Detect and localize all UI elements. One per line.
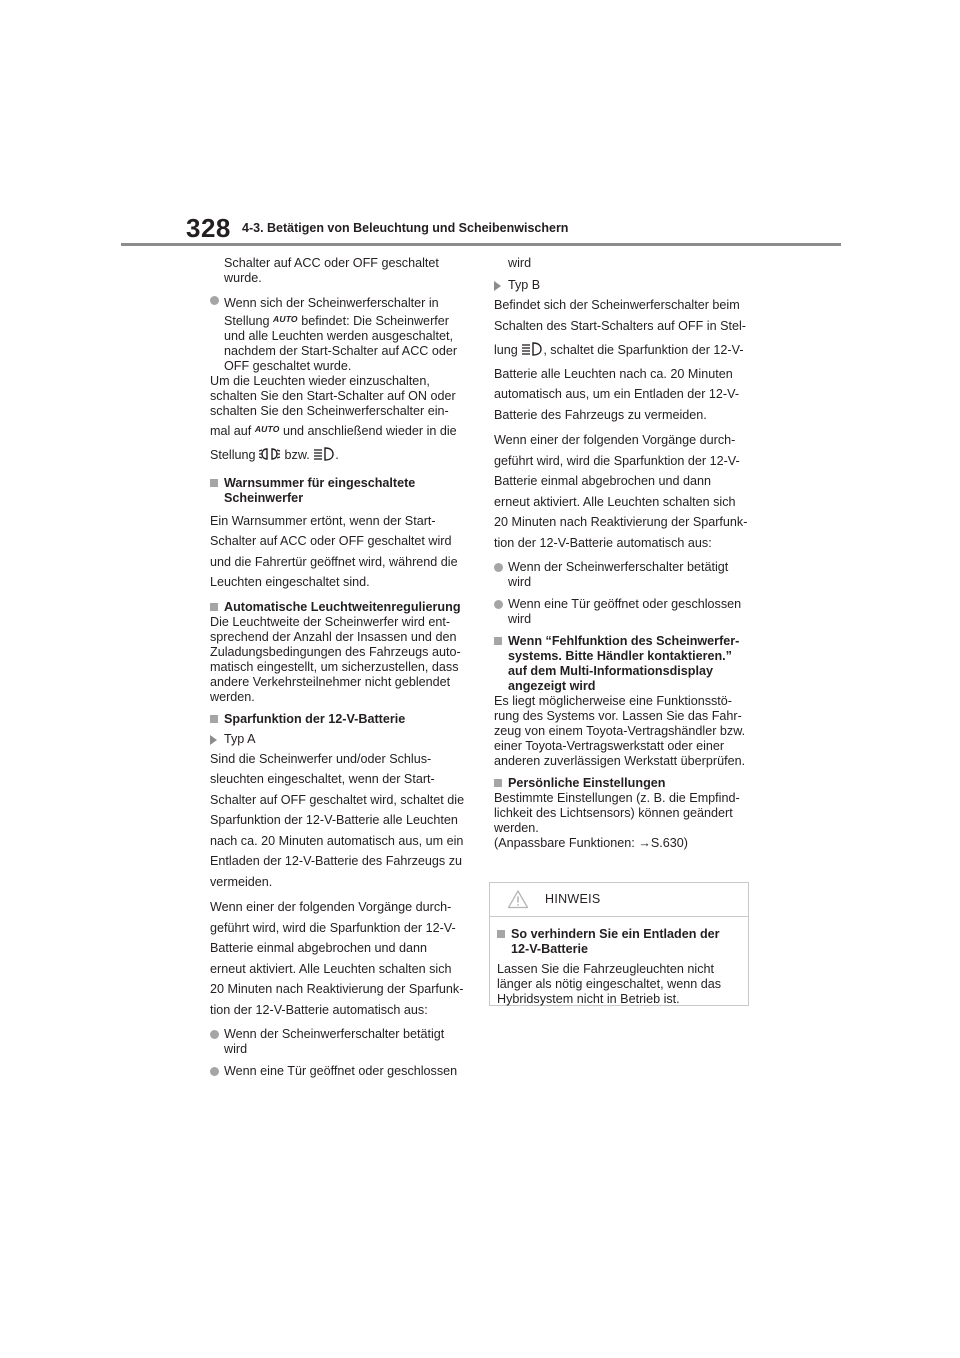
auto-leveling-heading: Automatische Leuchtweitenregulierung bbox=[210, 600, 466, 615]
right-column: wird Typ B Befindet sich der Scheinwerferschalter beim Schalten des Start-Schalters auf OFF in Stel- lung , schaltet die Sparfunktion der 12-V- Batterie alle Leuchten nach ca. 20 Minuten automatisch aus, um ein Entladen der 12-V-Batterie des Fahrzeugs zu vermeiden. Wenn einer der folgenden Vorgänge durch-geführt wird, wird die Sparfunktion der 12-V-Batterie einmal abgebrochen und dann erneut aktiviert. Alle Leuchten schalten sich 20 Minuten nach Reaktivierung der Sparfunk-tion der 12-V-Batterie automatisch aus: Wenn der Scheinwerferschalter betätigt wird Wenn eine Tür geöffnet oder geschlossen wird Wenn “Fehlfunktion des Scheinwerfer-systems. Bitte Händler kontaktieren.” auf dem Multi-Informationsdisplay angezeigt wird Es liegt möglicherweise eine Funktionsstö-rung des Systems vor. Lassen Sie das Fahr-zeug von einem Toyota-Vertragshändler bzw. einer Toyota-Vertragswerkstatt oder einer anderen zuverlässigen Werkstatt überprüfen. Persönliche Einstellungen Bestimmte Einstellungen (z. B. die Empfind-lichkeit des Lichtsensors) können geändert werden. (Anpassbare Funktionen: →S.630) bbox=[494, 256, 750, 851]
left-column: Schalter auf ACC oder OFF geschaltet wurde. Wenn sich der Scheinwerferschalter in Stellung AUTO befindet: Die Scheinwerfer und alle Leuchten werden ausgeschaltet, nachdem der Start-Schalter auf ACC oder OFF geschaltet wurde. Um die Leuchten wieder einzuschalten, schalten Sie den Start-Schalter auf ON oder schalten Sie den Scheinwerferschalter ein- mal auf AUTO und anschließend wieder in die Stellung bzw. . Warnsummer für eingeschaltete Scheinwerfer Ein Warnsummer ertönt, wenn der Start-Schalter auf ACC oder OFF geschaltet wird und die Fahrertür geöffnet wird, während die Leuchten eingeschaltet sind. Automatische Leuchtweitenregulierung Die Leuchtweite der Scheinwerfer wird ent-sprechend der Anzahl der Insassen und den Zuladungsbedingungen des Fahrzeugs auto-matisch eingestellt, um sicherzustellen, dass andere Verkehrsteilnehmer nicht geblendet werden. Sparfunktion der 12-V-Batterie Typ A Sind die Scheinwerfer und/oder Schlus-sleuchten eingeschaltet, wenn der Start-Schalter auf OFF geschaltet wird, schaltet die Sparfunktion der 12-V-Batterie alle Leuchten nach ca. 20 Minuten automatisch aus, um ein Entladen der 12-V-Batterie des Fahrzeugs zu vermeiden. Wenn einer der folgenden Vorgänge durch-geführt wird, wird die Sparfunktion der 12-V-Batterie einmal abgebrochen und dann erneut aktiviert. Alle Leuchten schalten sich 20 Minuten nach Reaktivierung der Sparfunk-tion der 12-V-Batterie automatisch aus: Wenn der Scheinwerferschalter betätigt wird Wenn eine Tür geöffnet oder geschlossen bbox=[210, 256, 465, 1078]
note-title: HINWEIS bbox=[545, 892, 601, 906]
type-b-text2: Batterie alle Leuchten nach ca. 20 Minuten automatisch aus, um ein Entladen der 12-V-Batterie des Fahrzeugs zu vermeiden. bbox=[494, 366, 740, 422]
auto-leveling-text: Die Leuchtweite der Scheinwerfer wird ent-sprechend der Anzahl der Insassen und den Zuladungsbedingungen des Fahrzeugs auto-matisch eingestellt, um sicherzustellen, dass andere Verkehrsteilnehmer nicht geblendet werden. bbox=[210, 614, 461, 704]
type-b-text1: Befindet sich der Scheinwerferschalter beim Schalten des Start-Schalters auf OFF in Stel- bbox=[494, 298, 746, 333]
door-continuation: wird bbox=[508, 256, 532, 270]
bullet-auto: Wenn sich der Scheinwerferschalter in Stellung AUTO befindet: Die Scheinwerfer und alle Leuchten werden ausgeschaltet, nachdem der Start-Schalter auf ACC oder OFF geschaltet wurde. bbox=[210, 293, 466, 374]
bullet-dot-icon bbox=[494, 563, 503, 572]
headlight-icon bbox=[521, 341, 543, 364]
note-heading: So verhindern Sie ein Entladen der 12-V-Batterie bbox=[497, 927, 741, 957]
note-text: Lassen Sie die Fahrzeugleuchten nicht länger als nötig eingeschaltet, wenn das Hybridsystem nicht in Betrieb ist. bbox=[497, 962, 722, 1006]
bullet-dot-icon bbox=[210, 1030, 219, 1039]
arrow-icon: → bbox=[638, 836, 651, 850]
bullet-door-right: Wenn eine Tür geöffnet oder geschlossen wird bbox=[494, 597, 750, 627]
note-body bbox=[490, 917, 748, 1007]
intro-continuation: Schalter auf ACC oder OFF geschaltet wurde. bbox=[224, 256, 439, 285]
type-a-label: Typ A bbox=[210, 732, 466, 749]
page-number: 328 bbox=[186, 213, 231, 243]
bullet-dot-icon bbox=[494, 600, 503, 609]
warning-triangle-icon bbox=[507, 889, 529, 913]
bullet-door-left: Wenn eine Tür geöffnet oder geschlossen bbox=[210, 1064, 466, 1080]
warnsummer-text: Ein Warnsummer ertönt, wenn der Start-Schalter auf ACC oder OFF geschaltet wird und die Fahrertür geöffnet wird, während die Leuchten eingeschaltet sind. bbox=[210, 513, 458, 589]
header-rule bbox=[121, 243, 841, 246]
parking-light-icon bbox=[259, 446, 281, 469]
type-a-text: Sind die Scheinwerfer und/oder Schlus-sleuchten eingeschaltet, wenn der Start-Schalter auf OFF geschaltet wird, schaltet die Sparfunktion der 12-V-Batterie alle Leuchten nach ca. 20 Minuten automatisch aus, um ein Entladen der 12-V-Batterie des Fahrzeugs zu vermeiden. bbox=[210, 751, 465, 889]
headlight-icon bbox=[313, 446, 335, 469]
triangle-marker-icon bbox=[494, 281, 501, 291]
section-square-icon bbox=[494, 779, 502, 787]
triangle-marker-icon bbox=[210, 735, 217, 745]
malfunction-text: Es liegt möglicherweise eine Funktionsstö-rung des Systems vor. Lassen Sie das Fahr-zeug von einem Toyota-Vertragshändler bzw. einer Toyota-Vertragswerkstatt oder einer anderen zuverlässigen Werkstatt überprüfen. bbox=[494, 694, 746, 768]
section-title: 4-3. Betätigen von Beleuchtung und Scheibenwischern bbox=[242, 221, 569, 235]
auto-icon: AUTO bbox=[254, 423, 280, 434]
type-b-label: Typ B bbox=[494, 278, 750, 295]
personal-heading: Persönliche Einstellungen bbox=[494, 776, 750, 791]
section-square-icon bbox=[210, 715, 218, 723]
note-box bbox=[489, 882, 749, 1006]
section-square-icon bbox=[210, 479, 218, 487]
note-header bbox=[490, 883, 748, 917]
custom-functions-ref: (Anpassbare Funktionen: →S.630) bbox=[494, 836, 688, 850]
bullet-switch-right: Wenn der Scheinwerferschalter betätigt wird bbox=[494, 560, 750, 590]
section-square-icon bbox=[494, 637, 502, 645]
auto-icon: AUTO bbox=[273, 313, 298, 324]
reenable-text: Um die Leuchten wieder einzuschalten, schalten Sie den Start-Schalter auf ON oder schalten Sie den Scheinwerferschalter ein- bbox=[210, 373, 456, 418]
section-square-icon bbox=[497, 930, 505, 938]
personal-text: Bestimmte Einstellungen (z. B. die Empfind-lichkeit des Lichtsensors) können geändert werden. bbox=[494, 791, 740, 835]
reactivate-text-left: Wenn einer der folgenden Vorgänge durch-geführt wird, wird die Sparfunktion der 12-V-Batterie einmal abgebrochen und dann erneut aktiviert. Alle Leuchten schalten sich 20 Minuten nach Reaktivierung der Sparfunk-tion der 12-V-Batterie automatisch aus: bbox=[210, 900, 464, 1017]
bullet-dot-icon bbox=[210, 1067, 219, 1076]
bullet-dot-icon bbox=[210, 296, 219, 305]
section-square-icon bbox=[210, 603, 218, 611]
warnsummer-heading: Warnsummer für eingeschaltete Scheinwerfer bbox=[210, 476, 466, 506]
reactivate-text-right: Wenn einer der folgenden Vorgänge durch-geführt wird, wird die Sparfunktion der 12-V-Batterie einmal abgebrochen und dann erneut aktiviert. Alle Leuchten schalten sich 20 Minuten nach Reaktivierung der Sparfunk-tion der 12-V-Batterie automatisch aus: bbox=[494, 433, 748, 550]
battery-saver-heading: Sparfunktion der 12-V-Batterie bbox=[210, 712, 466, 727]
bullet-switch-left: Wenn der Scheinwerferschalter betätigt wird bbox=[210, 1027, 466, 1057]
malfunction-heading: Wenn “Fehlfunktion des Scheinwerfer-systems. Bitte Händler kontaktieren.” auf dem Multi-Informationsdisplay angezeigt wird bbox=[494, 634, 750, 694]
